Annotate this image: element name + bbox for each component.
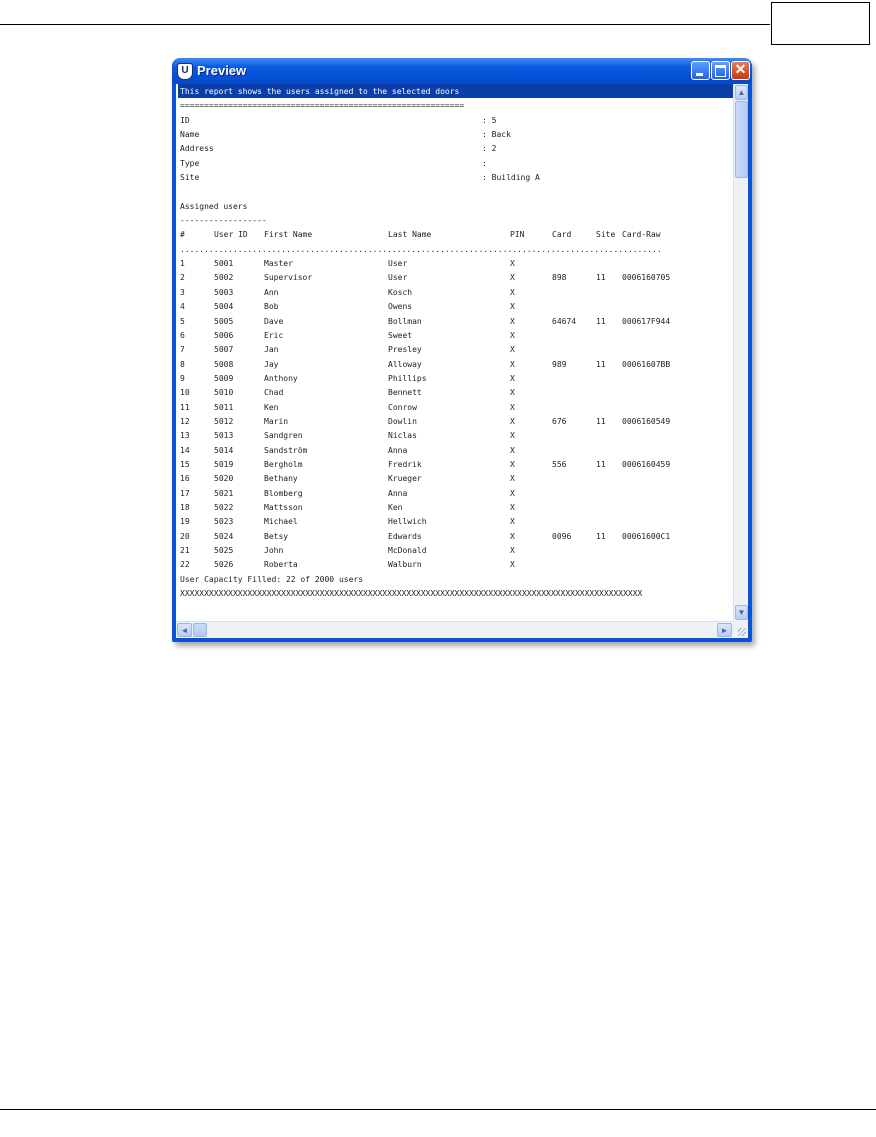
table-cell: 10: [180, 388, 190, 398]
table-cell: 5004: [214, 302, 234, 312]
dotted-rule-text: ....................................................................................................: [180, 244, 662, 254]
scroll-right-icon[interactable]: ►: [717, 623, 732, 637]
table-cell: Jan: [264, 345, 279, 355]
table-cell: 0006160459: [622, 459, 671, 469]
table-row: [178, 256, 733, 270]
table-cell: Dowlin: [388, 416, 417, 426]
scroll-left-icon[interactable]: ◄: [177, 623, 192, 637]
table-cell: X: [510, 502, 515, 512]
table-cell: X: [510, 330, 515, 340]
table-row: [178, 457, 733, 471]
table-cell: 11: [596, 359, 606, 369]
column-header: Site: [596, 230, 616, 240]
table-cell: Blomberg: [264, 488, 303, 498]
table-cell: Anthony: [264, 373, 298, 383]
table-cell: 0096: [552, 531, 572, 541]
table-cell: 22: [180, 560, 190, 570]
door-field-value: : Building A: [482, 173, 540, 183]
app-icon: U: [177, 63, 193, 80]
door-field-row: [178, 113, 733, 127]
column-header: First Name: [264, 230, 313, 240]
table-row: [178, 270, 733, 284]
report-text: [178, 84, 733, 605]
table-row: [178, 385, 733, 399]
separator-text: ===========================================================: [180, 101, 465, 111]
table-cell: Fredrik: [388, 459, 422, 469]
table-cell: Dave: [264, 316, 284, 326]
table-cell: Bennett: [388, 388, 422, 398]
door-field-row: [178, 127, 733, 141]
page-bottom-rule: [0, 1109, 876, 1110]
table-row: [178, 428, 733, 442]
table-cell: John: [264, 546, 284, 555]
table-cell: 14: [180, 445, 190, 455]
table-cell: X: [510, 459, 515, 469]
footer-rule: [178, 586, 733, 600]
table-cell: X: [510, 402, 515, 412]
table-cell: 5024: [214, 531, 234, 541]
table-cell: 5003: [214, 287, 234, 297]
door-field-row: [178, 156, 733, 170]
table-cell: Anna: [388, 445, 408, 455]
capacity-line: [178, 572, 733, 586]
table-cell: 00061607BB: [622, 359, 671, 369]
table-cell: X: [510, 388, 515, 398]
table-cell: Marin: [264, 416, 289, 426]
table-cell: 11: [596, 531, 606, 541]
door-field-label: Address: [180, 144, 214, 154]
table-cell: 5006: [214, 330, 234, 340]
table-cell: 19: [180, 517, 190, 527]
table-cell: X: [510, 316, 515, 326]
table-cell: User: [388, 273, 408, 283]
assigned-users-heading: Assigned users: [180, 201, 248, 211]
table-cell: 556: [552, 459, 567, 469]
table-cell: 5020: [214, 474, 234, 484]
table-cell: X: [510, 445, 515, 455]
title-bar[interactable]: [172, 58, 752, 84]
table-cell: Bob: [264, 302, 279, 312]
table-cell: Conrow: [388, 402, 417, 412]
column-header: User ID: [214, 230, 248, 240]
table-row: [178, 285, 733, 299]
column-header: Last Name: [388, 230, 432, 240]
table-cell: 6: [180, 330, 185, 340]
column-header: PIN: [510, 230, 525, 240]
table-cell: 18: [180, 502, 190, 512]
table-cell: X: [510, 345, 515, 355]
table-cell: 5013: [214, 431, 234, 441]
table-cell: Hellwich: [388, 517, 427, 527]
table-cell: X: [510, 474, 515, 484]
table-cell: Bethany: [264, 474, 298, 484]
table-cell: 64674: [552, 316, 577, 326]
table-dotted-rule: [178, 242, 733, 256]
table-cell: Sweet: [388, 330, 413, 340]
table-cell: 4: [180, 302, 185, 312]
table-cell: 5026: [214, 560, 234, 570]
table-row: [178, 342, 733, 356]
table-header-row: [178, 227, 733, 241]
table-row: [178, 486, 733, 500]
table-row: [178, 314, 733, 328]
column-header: Card-Raw: [622, 230, 661, 240]
report-separator: [178, 98, 733, 112]
table-cell: Master: [264, 259, 293, 269]
table-cell: 5009: [214, 373, 234, 383]
table-cell: X: [510, 416, 515, 426]
table-cell: 00061600C1: [622, 531, 671, 541]
table-cell: 11: [596, 459, 606, 469]
door-field-value: : Back: [482, 130, 511, 140]
table-cell: 5005: [214, 316, 234, 326]
report-header-text: This report shows the users assigned to the selected doors: [180, 87, 460, 96]
door-field-row: [178, 141, 733, 155]
door-field-label: ID: [180, 115, 190, 125]
table-cell: Sandström: [264, 445, 308, 455]
table-cell: 21: [180, 546, 190, 555]
table-cell: 9: [180, 373, 185, 383]
table-cell: 000617F944: [622, 316, 671, 326]
table-cell: 3: [180, 287, 185, 297]
table-row: [178, 357, 733, 371]
page-number-box: [771, 2, 870, 45]
door-field-value: : 2: [482, 144, 497, 154]
vertical-scroll-thumb[interactable]: [735, 101, 748, 178]
table-cell: X: [510, 259, 515, 269]
table-row: [178, 328, 733, 342]
close-button[interactable]: [731, 61, 750, 80]
column-header: Card: [552, 230, 572, 240]
table-cell: Edwards: [388, 531, 422, 541]
table-cell: Bergholm: [264, 459, 303, 469]
table-cell: Supervisor: [264, 273, 313, 283]
table-row: [178, 529, 733, 543]
table-cell: 11: [596, 273, 606, 283]
preview-window: [172, 58, 752, 642]
table-cell: X: [510, 531, 515, 541]
table-row: [178, 443, 733, 457]
table-cell: X: [510, 546, 515, 555]
footer-rule-text: XXXXXXXXXXXXXXXXXXXXXXXXXXXXXXXXXXXXXXXXXXXXXXXXXXXXXXXXXXXXXXXXXXXXXXXXXXXXXXXXXXXXXXXXXXXXXXXX: [180, 589, 643, 599]
window-title: Preview: [197, 63, 247, 78]
table-cell: Ken: [388, 502, 403, 512]
table-cell: X: [510, 287, 515, 297]
door-field-value: :: [482, 158, 487, 168]
blank-line: [178, 184, 733, 198]
maximize-button[interactable]: [711, 61, 730, 80]
table-cell: 898: [552, 273, 567, 283]
table-cell: 5: [180, 316, 185, 326]
table-cell: Sandgren: [264, 431, 303, 441]
assigned-users-title: [178, 199, 733, 213]
table-row: [178, 557, 733, 571]
table-cell: X: [510, 273, 515, 283]
table-cell: Eric: [264, 330, 284, 340]
vertical-scrollbar[interactable]: [733, 84, 748, 621]
page-top-rule: [0, 24, 770, 25]
table-cell: Walburn: [388, 560, 422, 570]
table-cell: X: [510, 560, 515, 570]
table-cell: 989: [552, 359, 567, 369]
table-cell: Ken: [264, 402, 279, 412]
table-row: [178, 543, 733, 557]
table-cell: 12: [180, 416, 190, 426]
table-cell: Betsy: [264, 531, 289, 541]
table-cell: Niclas: [388, 431, 417, 441]
table-cell: Phillips: [388, 373, 427, 383]
table-cell: 5021: [214, 488, 234, 498]
table-cell: 13: [180, 431, 190, 441]
table-row: [178, 514, 733, 528]
table-cell: 16: [180, 474, 190, 484]
table-cell: 5023: [214, 517, 234, 527]
table-cell: 17: [180, 488, 190, 498]
door-field-row: [178, 170, 733, 184]
table-cell: 0006160549: [622, 416, 671, 426]
table-row: [178, 371, 733, 385]
table-cell: X: [510, 373, 515, 383]
table-cell: Bollman: [388, 316, 422, 326]
table-cell: Ann: [264, 287, 279, 297]
table-cell: 11: [180, 402, 190, 412]
column-header: #: [180, 230, 185, 240]
minimize-button[interactable]: [691, 61, 710, 80]
capacity-text: User Capacity Filled: 22 of 2000 users: [180, 574, 364, 584]
table-cell: 5002: [214, 273, 234, 283]
table-cell: 1: [180, 259, 185, 269]
table-cell: 20: [180, 531, 190, 541]
table-cell: 11: [596, 316, 606, 326]
report-viewport: [176, 84, 748, 638]
table-row: [178, 500, 733, 514]
table-cell: X: [510, 517, 515, 527]
table-cell: 676: [552, 416, 567, 426]
table-cell: 5025: [214, 546, 234, 555]
table-cell: Roberta: [264, 560, 298, 570]
horizontal-scroll-thumb[interactable]: [193, 623, 207, 637]
table-row: [178, 400, 733, 414]
table-cell: 15: [180, 459, 190, 469]
table-cell: McDonald: [388, 546, 427, 555]
table-cell: X: [510, 302, 515, 312]
table-row: [178, 414, 733, 428]
table-cell: Anna: [388, 488, 408, 498]
table-cell: 2: [180, 273, 185, 283]
table-cell: 5007: [214, 345, 234, 355]
table-cell: 5008: [214, 359, 234, 369]
table-cell: 11: [596, 416, 606, 426]
table-cell: User: [388, 259, 408, 269]
scroll-up-icon[interactable]: ▲: [735, 85, 748, 100]
table-row: [178, 471, 733, 485]
door-field-value: : 5: [482, 115, 497, 125]
door-field-label: Name: [180, 130, 200, 140]
table-cell: Mattsson: [264, 502, 303, 512]
report-header: [178, 84, 733, 98]
table-cell: 5022: [214, 502, 234, 512]
table-cell: 5011: [214, 402, 234, 412]
table-cell: 5014: [214, 445, 234, 455]
table-cell: 8: [180, 359, 185, 369]
table-cell: Owens: [388, 302, 413, 312]
table-cell: 5012: [214, 416, 234, 426]
table-cell: 5019: [214, 459, 234, 469]
resize-grip-icon[interactable]: [733, 621, 748, 638]
door-field-label: Type: [180, 158, 200, 168]
table-cell: Krueger: [388, 474, 422, 484]
table-row: [178, 299, 733, 313]
underline-text: ------------------: [180, 216, 267, 226]
table-cell: 5010: [214, 388, 234, 398]
horizontal-scrollbar[interactable]: [176, 621, 733, 638]
assigned-users-underline: [178, 213, 733, 227]
close-icon: ✕: [734, 61, 747, 77]
table-cell: Presley: [388, 345, 422, 355]
scroll-down-icon[interactable]: ▼: [735, 605, 748, 620]
table-cell: X: [510, 488, 515, 498]
table-cell: Chad: [264, 388, 284, 398]
table-cell: X: [510, 359, 515, 369]
table-cell: 0006160705: [622, 273, 671, 283]
table-cell: X: [510, 431, 515, 441]
table-cell: Jay: [264, 359, 279, 369]
table-cell: 5001: [214, 259, 234, 269]
table-cell: 7: [180, 345, 185, 355]
table-cell: Michael: [264, 517, 298, 527]
door-field-label: Site: [180, 173, 200, 183]
table-cell: Kosch: [388, 287, 413, 297]
table-cell: Alloway: [388, 359, 422, 369]
